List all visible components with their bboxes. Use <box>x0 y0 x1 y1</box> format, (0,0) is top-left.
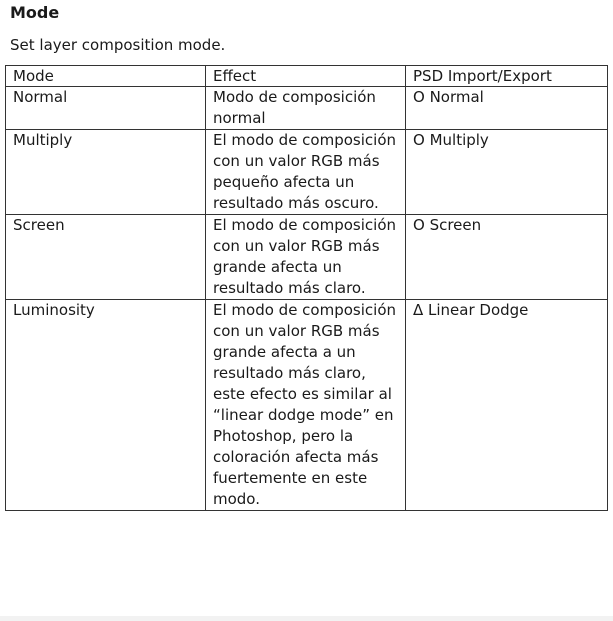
cell-psd: O Multiply <box>406 130 608 215</box>
cell-effect: El modo de composición con un valor RGB más grande afecta un resultado más claro. <box>206 215 406 300</box>
cell-effect: Modo de composición normal <box>206 87 406 130</box>
table-row <box>6 130 608 215</box>
table-row <box>6 87 608 130</box>
cell-mode: Screen <box>6 215 206 300</box>
cell-psd: O Screen <box>406 215 608 300</box>
cell-mode: Luminosity <box>6 300 206 511</box>
cell-psd: O Normal <box>406 87 608 130</box>
cell-mode: Normal <box>6 87 206 130</box>
cell-effect: El modo de composición con un valor RGB más grande afecta a un resultado más claro, este efecto es similar al “linear dodge mode” en Photoshop, pero la coloración afecta más fuertemente en este modo. <box>206 300 406 511</box>
section-title: Mode <box>10 3 60 22</box>
cell-mode: Multiply <box>6 130 206 215</box>
header-effect: Effect <box>206 66 406 87</box>
table-header-row <box>6 66 608 87</box>
table-row <box>6 215 608 300</box>
header-mode: Mode <box>6 66 206 87</box>
bottom-divider <box>0 616 613 621</box>
header-psd: PSD Import/Export <box>406 66 608 87</box>
cell-effect: El modo de composición con un valor RGB más pequeño afecta un resultado más oscuro. <box>206 130 406 215</box>
cell-psd: Δ Linear Dodge <box>406 300 608 511</box>
table-row <box>6 300 608 511</box>
section-description: Set layer composition mode. <box>10 36 226 54</box>
mode-table <box>5 65 608 511</box>
